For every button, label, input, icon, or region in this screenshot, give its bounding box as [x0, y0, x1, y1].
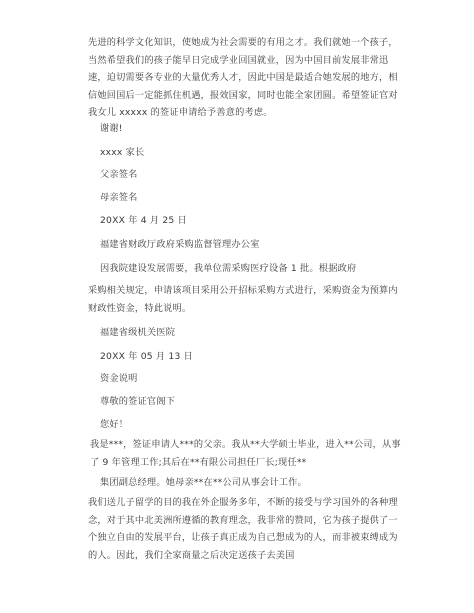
paragraph-study-return: 先进的科学文化知识，使她成为社会需要的有用之才。我们就她一个孩子，当然希望我们的孩子能早日完成学业回国就业，因为中国目前发展非常迅速，迫切需要各专业的大量优秀人才，因此中国是最适合她发展的地方，相信她回国后一定能抓住机遇，报效国家，同时也能全家团圆。希望签证官对我女儿 xxxxx 的签证申请给予善意的考虑。: [88, 37, 398, 118]
parent-signature: xxxx 家长: [100, 147, 145, 158]
fund-title: 资金说明: [100, 373, 138, 384]
paragraph-procurement: 采购相关规定，申请该项目采用公开招标采购方式进行，采购资金为预算内财政性资金，特此说明。: [88, 285, 398, 314]
father-signature: 父亲签名: [100, 169, 138, 180]
mother-signature: 母亲签名: [100, 192, 138, 203]
mother-job-line: 集团副总经理。她母亲**在**公司从事会计工作。: [100, 477, 307, 488]
date-line-2: 20XX 年 05 月 13 日: [100, 351, 194, 362]
purchase-note-line: 因我院建设发展需要，我单位需采购医疗设备 1 批。根据政府: [100, 263, 357, 274]
greeting-line: 您好！: [100, 419, 129, 430]
hospital-name: 福建省级机关医院: [100, 327, 176, 338]
paragraph-study-purpose: 我们送儿子留学的目的我在外企服务多年，不断的接受与学习国外的各种理念，对于其中北美洲所遵循的教育理念，我非常的赞同，它为孩子提供了一个独立自由的发展平台，让孩子真正成为自己想成为的人，而非被束缚成为的人。因此，我们全家商量之后决定送孩子去美国: [88, 497, 398, 561]
thanks-line: 谢谢!: [100, 123, 123, 134]
paragraph-father-intro: 我是***，签证申请人***的父亲。我从**大学硕士毕业，进入**公司，从事了 9 年管理工作;其后在**有限公司担任厂长;现任**: [90, 439, 401, 468]
date-line-1: 20XX 年 4 月 25 日: [100, 215, 187, 226]
recipient-line: 福建省财政厅政府采购监督管理办公室: [100, 239, 260, 250]
salutation-line: 尊敬的签证官阁下: [100, 396, 176, 407]
